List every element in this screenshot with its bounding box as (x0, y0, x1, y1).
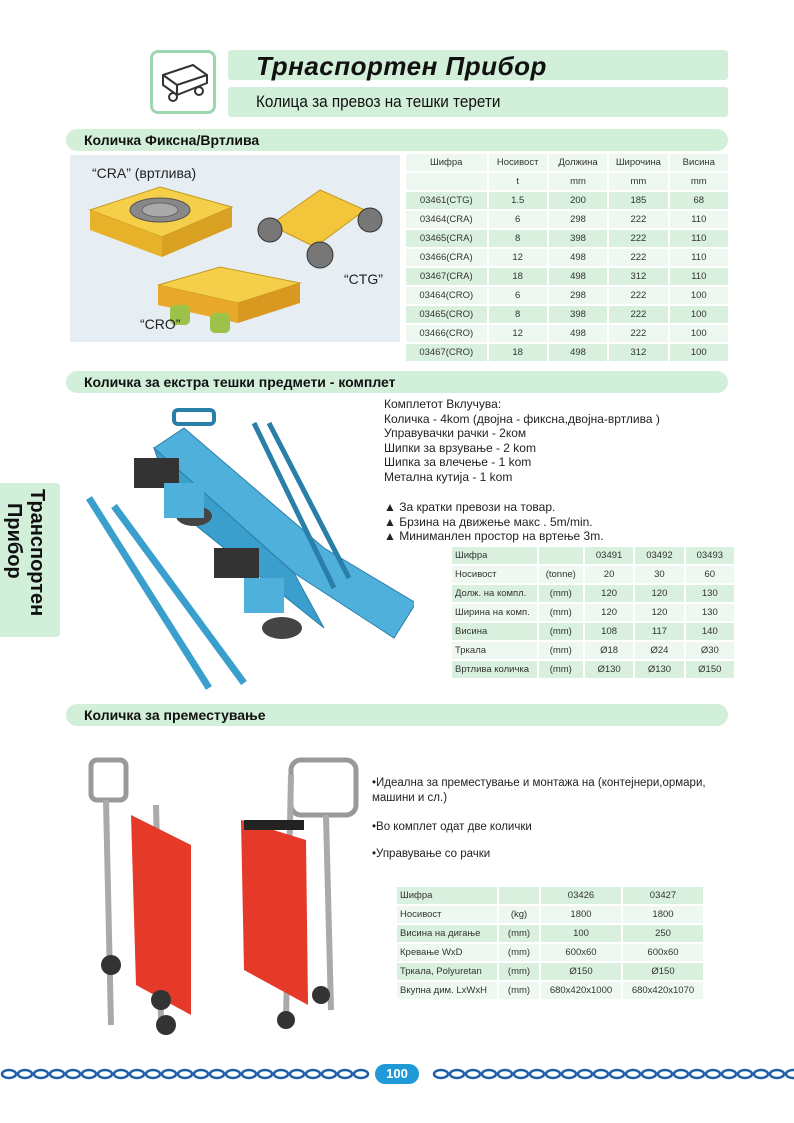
chain-link (466, 1070, 480, 1078)
table-cell: 03492 (635, 547, 683, 564)
table-row (452, 566, 734, 583)
table-cell: Шифра (406, 154, 487, 171)
table-row (397, 906, 703, 923)
chain-link (354, 1070, 368, 1078)
table-cell (406, 173, 487, 190)
table-cell: Тркала, Polyuretan (397, 963, 497, 980)
table-cell: (mm) (499, 982, 539, 999)
table-cell: 60 (686, 566, 734, 583)
table-cell: 120 (635, 604, 683, 621)
table-row (452, 585, 734, 602)
table-cell: 120 (635, 585, 683, 602)
section2-bar (66, 371, 728, 393)
section3-photo (76, 755, 366, 1045)
bullet-text: Управување со рачки (376, 848, 491, 860)
chain-link (642, 1070, 656, 1078)
table-cell: 18 (489, 344, 547, 361)
table-cell: 03461(CTG) (406, 192, 487, 209)
table-cell: Ø24 (635, 642, 683, 659)
chain-link (434, 1070, 448, 1078)
table-cell (539, 547, 583, 564)
table-cell: Должина (549, 154, 607, 171)
table-row (406, 325, 728, 342)
kit-contents-line: Комплетот Вклучува: (384, 397, 502, 411)
section3-bar (66, 704, 728, 726)
table-row (452, 604, 734, 621)
table-cell: 120 (585, 585, 633, 602)
table-cell: 03491 (585, 547, 633, 564)
table-cell: Ширина на комп. (452, 604, 537, 621)
chain-link (34, 1070, 48, 1078)
table-cell: Ø130 (635, 661, 683, 678)
side-tab-line2: Прибор (3, 503, 25, 579)
chain-link (546, 1070, 560, 1078)
table-cell: Ø150 (686, 661, 734, 678)
table-row (397, 944, 703, 961)
kit-contents-line: Шипки за врзување - 2 kom (384, 440, 536, 455)
chain-link (194, 1070, 208, 1078)
table-cell: (mm) (499, 925, 539, 942)
chain-link (482, 1070, 496, 1078)
chain-link (146, 1070, 160, 1078)
table-cell: 110 (670, 230, 728, 247)
chain-link (226, 1070, 240, 1078)
chain-link (178, 1070, 192, 1078)
table-cell: (mm) (539, 623, 583, 640)
table-row (397, 963, 703, 980)
table-row (397, 925, 703, 942)
chain-link (738, 1070, 752, 1078)
table-cell: 110 (670, 249, 728, 266)
table-cell: 600x60 (541, 944, 621, 961)
cart-logo-icon (150, 50, 216, 114)
table-cell: t (489, 173, 547, 190)
table-cell: 398 (549, 306, 607, 323)
table-cell: mm (609, 173, 667, 190)
chain-link (82, 1070, 96, 1078)
feature-line: ▲ За кратки превози на товар. (384, 500, 556, 514)
table-cell: 8 (489, 306, 547, 323)
table-cell: 6 (489, 287, 547, 304)
section1-title: Количка Фиксна/Вртлива (84, 132, 260, 148)
table-cell: mm (549, 173, 607, 190)
table-cell: 100 (670, 344, 728, 361)
table-cell: 100 (670, 325, 728, 342)
table-cell: Висина (452, 623, 537, 640)
table-cell: 117 (635, 623, 683, 640)
table-row (397, 982, 703, 999)
table-row (452, 642, 734, 659)
table-cell: 222 (609, 325, 667, 342)
chain-link (18, 1070, 32, 1078)
table-cell: 03467(CRA) (406, 268, 487, 285)
table-cell: 498 (549, 344, 607, 361)
table-cell: 20 (585, 566, 633, 583)
section1-table (404, 152, 730, 363)
chain-link (242, 1070, 256, 1078)
chain-link (514, 1070, 528, 1078)
table-cell: 12 (489, 249, 547, 266)
table-cell: 110 (670, 211, 728, 228)
table-cell: 250 (623, 925, 703, 942)
table-cell: 222 (609, 306, 667, 323)
chain-link (306, 1070, 320, 1078)
table-cell: 185 (609, 192, 667, 209)
table-cell: 108 (585, 623, 633, 640)
table-cell: 312 (609, 344, 667, 361)
table-cell: 312 (609, 268, 667, 285)
table-cell: 200 (549, 192, 607, 209)
table-cell: Долж. на компл. (452, 585, 537, 602)
table-cell: 222 (609, 211, 667, 228)
table-cell: 298 (549, 211, 607, 228)
chain-link (610, 1070, 624, 1078)
table-cell: (mm) (499, 963, 539, 980)
feature-line: ▲ Брзина на движење макс . 5m/min. (384, 514, 593, 529)
table-cell (499, 887, 539, 904)
page-subtitle: Колица за превоз на тешки терети (256, 92, 501, 111)
table-row (406, 192, 728, 209)
table-cell: (mm) (539, 604, 583, 621)
table-cell: Ø30 (686, 642, 734, 659)
chain-link (674, 1070, 688, 1078)
table-cell: 12 (489, 325, 547, 342)
chain-link (130, 1070, 144, 1078)
chain-link (450, 1070, 464, 1078)
section1-bar (66, 129, 728, 151)
table-cell: 30 (635, 566, 683, 583)
page-subtitle-bar (228, 87, 728, 117)
table-cell: 03466(CRO) (406, 325, 487, 342)
chain-link (98, 1070, 112, 1078)
table-cell: 680x420x1000 (541, 982, 621, 999)
table-cell: Тркала (452, 642, 537, 659)
table-row (406, 211, 728, 228)
table-cell: (mm) (539, 642, 583, 659)
page-number: 100 (375, 1064, 419, 1084)
label-cro: “CRO” (140, 316, 181, 332)
section3-title: Количка за преместување (84, 707, 266, 723)
table-cell: Шифра (452, 547, 537, 564)
table-cell: 1.5 (489, 192, 547, 209)
table-cell: 680x420x1070 (623, 982, 703, 999)
table-cell: Носивост (489, 154, 547, 171)
kit-contents (384, 397, 744, 484)
table-cell: 03426 (541, 887, 621, 904)
table-cell: 03467(CRO) (406, 344, 487, 361)
table-cell: 222 (609, 249, 667, 266)
table-cell: Ø150 (623, 963, 703, 980)
table-cell: 130 (686, 585, 734, 602)
table-row (406, 306, 728, 323)
table-cell: 18 (489, 268, 547, 285)
table-cell: 498 (549, 249, 607, 266)
table-cell: (kg) (499, 906, 539, 923)
table-cell: 1800 (541, 906, 621, 923)
chain-link (594, 1070, 608, 1078)
table-cell: 498 (549, 325, 607, 342)
table-cell: 8 (489, 230, 547, 247)
table-cell: 222 (609, 287, 667, 304)
table-cell: 03427 (623, 887, 703, 904)
table-cell: 298 (549, 287, 607, 304)
bullet-text: Идеална за преместување и монтажа на (контејнери,ормари, машини и сл.) (372, 777, 706, 804)
table-row (452, 623, 734, 640)
table-cell: Шифра (397, 887, 497, 904)
table-cell: 68 (670, 192, 728, 209)
table-row (452, 547, 734, 564)
table-cell: Кревање WxD (397, 944, 497, 961)
table-row (406, 154, 728, 171)
chain-link (690, 1070, 704, 1078)
chain-link (50, 1070, 64, 1078)
chain-link (626, 1070, 640, 1078)
table-cell: (mm) (539, 585, 583, 602)
chain-link (706, 1070, 720, 1078)
table-cell: 140 (686, 623, 734, 640)
table-cell: 600x60 (623, 944, 703, 961)
label-cra: “CRA” (вртлива) (92, 165, 197, 181)
chain-link (338, 1070, 352, 1078)
chain-link (754, 1070, 768, 1078)
bullet-text: Во комплет одат две колички (376, 821, 532, 833)
table-row (406, 287, 728, 304)
section2-title: Количка за екстра тешки предмети - комплет (84, 374, 396, 390)
table-cell: (tonne) (539, 566, 583, 583)
table-cell: Вртлива количка (452, 661, 537, 678)
table-row (406, 173, 728, 190)
chain-link (530, 1070, 544, 1078)
table-cell: 100 (670, 306, 728, 323)
table-row (452, 661, 734, 678)
table-cell: 03465(CRA) (406, 230, 487, 247)
table-row (406, 268, 728, 285)
table-cell: Носивост (452, 566, 537, 583)
table-cell: Висина (670, 154, 728, 171)
kit-contents-line: Шипка за влечење - 1 kom (384, 455, 532, 469)
kit-features (384, 500, 744, 544)
chain-link (786, 1070, 794, 1078)
table-cell: Широчина (609, 154, 667, 171)
table-cell: Ø130 (585, 661, 633, 678)
table-cell: Ø18 (585, 642, 633, 659)
chain-link (770, 1070, 784, 1078)
table-cell: 03493 (686, 547, 734, 564)
chain-link (290, 1070, 304, 1078)
section1-photo (70, 155, 400, 342)
table-cell: 6 (489, 211, 547, 228)
feature-line: ▲ Миниманлен простор на вртење 3m. (384, 529, 604, 543)
chain-link (162, 1070, 176, 1078)
table-cell: Ø150 (541, 963, 621, 980)
table-cell: 03464(CRO) (406, 287, 487, 304)
table-cell: (mm) (539, 661, 583, 678)
chain-link (258, 1070, 272, 1078)
chain-link (274, 1070, 288, 1078)
table-cell: 398 (549, 230, 607, 247)
table-cell: 100 (541, 925, 621, 942)
table-cell: mm (670, 173, 728, 190)
bullet-item: •Во комплет одат две колички (372, 821, 532, 833)
table-cell: 03464(CRA) (406, 211, 487, 228)
table-cell: 120 (585, 604, 633, 621)
section2-photo (74, 398, 414, 690)
table-cell: (mm) (499, 944, 539, 961)
page-title: Трнаспортен Прибор (256, 51, 547, 81)
label-ctg: “CTG” (344, 271, 383, 287)
chain-link (210, 1070, 224, 1078)
chain-link (66, 1070, 80, 1078)
table-cell: Вкупна дим. LxWxH (397, 982, 497, 999)
kit-contents-line: Метална кутија - 1 kom (384, 469, 513, 484)
kit-contents-line: Количка - 4kom (двојна - фиксна,двојна-вртлива ) (384, 411, 660, 426)
table-cell: Носивост (397, 906, 497, 923)
chain-link (322, 1070, 336, 1078)
side-tab (0, 483, 60, 637)
table-cell: 100 (670, 287, 728, 304)
kit-contents-line: Управувачки рачки - 2ком (384, 426, 527, 440)
bullet-item: •Управување со рачки (372, 848, 491, 860)
chain-link (658, 1070, 672, 1078)
table-row (406, 249, 728, 266)
page-title-bar (228, 50, 728, 80)
table-cell: 03466(CRA) (406, 249, 487, 266)
section2-table (450, 545, 736, 680)
table-cell: 222 (609, 230, 667, 247)
chain-link (722, 1070, 736, 1078)
chain-link (2, 1070, 16, 1078)
chain-link (562, 1070, 576, 1078)
table-row (406, 344, 728, 361)
section3-table (395, 885, 705, 1001)
table-cell: 498 (549, 268, 607, 285)
chain-link (498, 1070, 512, 1078)
bullet-item: •Идеална за преместување и монтажа на (контејнери,ормари, машини и сл.) (372, 777, 706, 804)
table-cell: 130 (686, 604, 734, 621)
side-tab-line1: Транспортен (26, 489, 48, 617)
table-row (406, 230, 728, 247)
chain-link (114, 1070, 128, 1078)
table-cell: Висина на дигање (397, 925, 497, 942)
table-cell: 1800 (623, 906, 703, 923)
table-cell: 03465(CRO) (406, 306, 487, 323)
table-row (397, 887, 703, 904)
table-cell: 110 (670, 268, 728, 285)
chain-link (578, 1070, 592, 1078)
